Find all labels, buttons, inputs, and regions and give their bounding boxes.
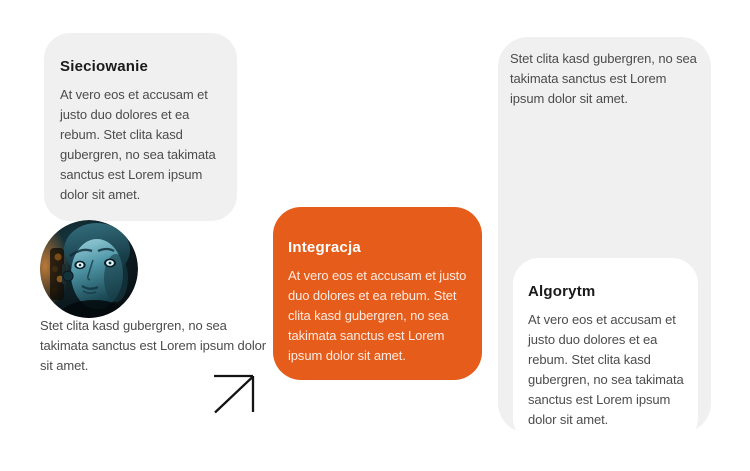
avatar-caption: Stet clita kasd gubergren, no sea takimata sanctus est Lorem ipsum dolor sit amet.: [40, 318, 266, 373]
card-integracja-body: At vero eos et accusam et justo duo dolores et ea rebum. Stet clita kasd gubergren, no sea takimata sanctus est Lorem ipsum dolor sit amet.: [288, 268, 467, 363]
arrow-link[interactable]: [212, 374, 255, 414]
card-algorytm: [513, 258, 698, 444]
robot-avatar-image: [40, 220, 138, 318]
arrow-up-right-icon: [212, 374, 255, 414]
card-sieciowanie-body: At vero eos et accusam et justo duo dolores et ea rebum. Stet clita kasd gubergren, no sea takimata sanctus est Lorem ipsum dolor sit amet.: [60, 87, 216, 202]
card-algorytm-body: At vero eos et accusam et justo duo dolores et ea rebum. Stet clita kasd gubergren, no sea takimata sanctus est Lorem ipsum dolor sit amet.: [528, 312, 684, 427]
robot-face-icon: [40, 220, 138, 318]
right-column-note: Stet clita kasd gubergren, no sea takimata sanctus est Lorem ipsum dolor sit amet.: [510, 51, 697, 106]
card-integracja-title: Integracja: [288, 239, 361, 256]
card-algorytm-title: Algorytm: [528, 283, 596, 300]
card-sieciowanie: [44, 33, 237, 221]
card-sieciowanie-title: Sieciowanie: [60, 58, 149, 75]
card-integracja: [273, 207, 482, 380]
